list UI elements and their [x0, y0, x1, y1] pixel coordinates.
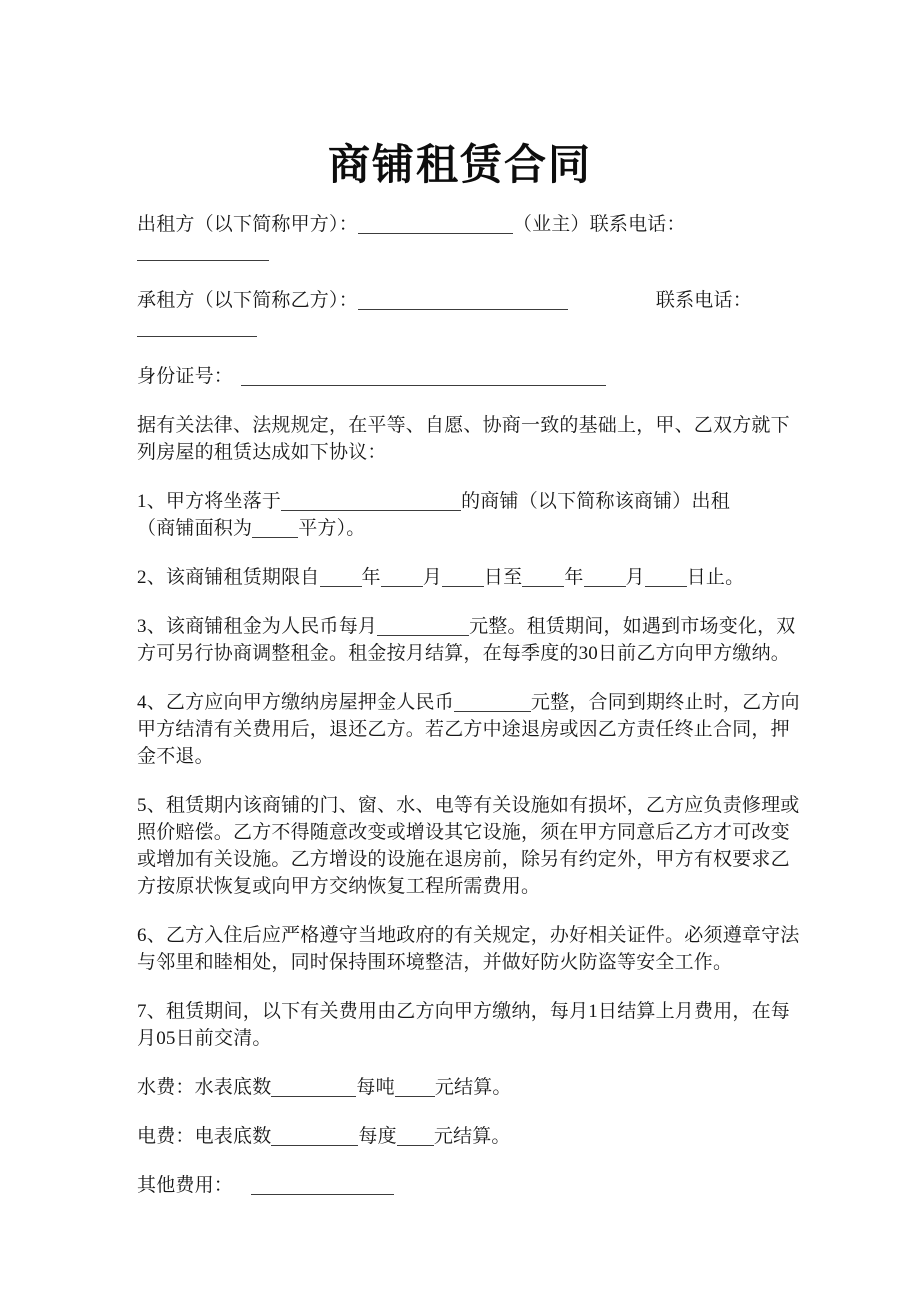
text-run: 据有关法律、法规规定，在平等、自愿、协商一致的基础上，甲、乙双方就下	[137, 415, 790, 436]
blank-shop-area[interactable]	[252, 532, 298, 538]
text-run: 其他费用：	[137, 1175, 234, 1196]
text-run: 或增加有关设施。乙方增设的设施在退房前，除另有约定外，甲方有权要求乙	[137, 849, 790, 870]
doc-line	[137, 949, 799, 976]
text-run: 平方）。	[298, 518, 366, 539]
blank-shop-address[interactable]	[281, 505, 461, 511]
text-run: 水费：水表底数	[137, 1077, 272, 1098]
doc-line	[137, 412, 799, 439]
text-run: 年	[564, 567, 584, 588]
doc-line	[137, 1172, 799, 1199]
text-run: 每度	[358, 1126, 397, 1147]
para-water-fee	[137, 1074, 799, 1101]
text-run: 联系电话：	[655, 290, 752, 311]
text-run: 元结算。	[433, 1126, 511, 1147]
doc-line	[137, 613, 799, 640]
doc-line	[137, 238, 799, 265]
para-clause-7	[137, 998, 799, 1052]
text-run: 元整。租赁期间，如遇到市场变化，双	[469, 616, 796, 637]
blank-electric-unit-price[interactable]	[397, 1140, 434, 1146]
text-run: 电费：电表底数	[137, 1126, 272, 1147]
para-clause-3	[137, 613, 799, 667]
doc-line	[137, 922, 799, 949]
doc-line	[137, 792, 799, 819]
text-run: 3、该商铺租金为人民币每月	[137, 616, 378, 637]
text-run: 元结算。	[434, 1077, 512, 1098]
blank-end-month[interactable]	[584, 581, 626, 587]
text-run: 与邻里和睦相处，同时保持围环境整洁，并做好防火防盗等安全工作。	[137, 952, 733, 973]
para-clause-4	[137, 689, 799, 770]
text-run: 5、租赁期内该商铺的门、窗、水、电等有关设施如有损坏，乙方应负责修理或	[137, 795, 800, 816]
doc-line	[137, 743, 799, 770]
blank-electric-meter-base[interactable]	[271, 1140, 358, 1146]
text-run: 身份证号：	[137, 366, 234, 387]
doc-line	[137, 564, 799, 591]
spacer	[568, 305, 656, 306]
para-landlord-info	[137, 211, 799, 265]
doc-line	[137, 998, 799, 1025]
doc-line	[137, 314, 799, 341]
text-run: （商铺面积为	[137, 518, 253, 539]
blank-other-fees[interactable]	[251, 1189, 394, 1195]
spacer	[233, 1190, 251, 1191]
text-run: 月	[422, 567, 442, 588]
doc-line	[137, 640, 799, 667]
text-run: 方可另行协商调整租金。租金按月结算，在每季度的30日前乙方向甲方缴纳。	[137, 643, 791, 664]
blank-tenant-phone[interactable]	[137, 331, 257, 337]
doc-line	[137, 287, 799, 314]
blank-start-year[interactable]	[320, 581, 362, 587]
doc-line	[137, 488, 799, 515]
blank-id-number[interactable]	[241, 380, 606, 386]
text-run: 日至	[483, 567, 523, 588]
text-run: 照价赔偿。乙方不得随意改变或增设其它设施，须在甲方同意后乙方才可改变	[137, 822, 790, 843]
text-run: 2、该商铺租赁期限自	[137, 567, 320, 588]
document-title: 商铺租赁合同	[327, 143, 592, 189]
para-tenant-info	[137, 287, 799, 341]
text-run: 的商铺（以下简称该商铺）出租	[461, 491, 730, 512]
blank-water-unit-price[interactable]	[395, 1091, 435, 1097]
para-id-number	[137, 363, 799, 390]
para-electric-fee	[137, 1123, 799, 1150]
spacer	[233, 381, 241, 382]
blank-start-day[interactable]	[442, 581, 484, 587]
blank-landlord-name[interactable]	[358, 228, 513, 234]
blank-end-day[interactable]	[645, 581, 687, 587]
text-run: 承租方（以下简称乙方）：	[137, 290, 358, 311]
text-run: （业主）联系电话：	[512, 214, 686, 235]
text-run: 金不退。	[137, 746, 214, 767]
blank-monthly-rent[interactable]	[377, 630, 469, 636]
blank-deposit-amount[interactable]	[454, 706, 531, 712]
text-run: 方按原状恢复或向甲方交纳恢复工程所需费用。	[137, 876, 541, 897]
para-preamble	[137, 412, 799, 466]
text-run: 4、乙方应向甲方缴纳房屋押金人民币	[137, 692, 454, 713]
blank-landlord-phone[interactable]	[137, 255, 269, 261]
doc-line	[137, 689, 799, 716]
doc-line	[137, 439, 799, 466]
doc-line	[137, 1074, 799, 1101]
doc-line	[137, 873, 799, 900]
doc-line	[137, 846, 799, 873]
text-run: 1、甲方将坐落于	[137, 491, 282, 512]
doc-line	[137, 363, 799, 390]
blank-start-month[interactable]	[381, 581, 423, 587]
para-clause-5	[137, 792, 799, 900]
para-clause-1	[137, 488, 799, 542]
doc-line	[137, 716, 799, 743]
doc-line	[137, 819, 799, 846]
doc-line	[137, 1025, 799, 1052]
doc-line	[137, 211, 799, 238]
blank-water-meter-base[interactable]	[271, 1091, 356, 1097]
blank-tenant-name[interactable]	[358, 304, 568, 310]
text-run: 出租方（以下简称甲方）：	[137, 214, 358, 235]
para-clause-2	[137, 564, 799, 591]
para-other-fees	[137, 1172, 799, 1199]
contract-body	[137, 211, 799, 1221]
text-run: 6、乙方入住后应严格遵守当地政府的有关规定，办好相关证件。必须遵章守法	[137, 925, 800, 946]
text-run: 7、租赁期间，以下有关费用由乙方向甲方缴纳，每月1日结算上月费用，在每	[137, 1001, 791, 1022]
text-run: 月	[625, 567, 645, 588]
text-run: 每吨	[356, 1077, 395, 1098]
text-run: 月05日前交清。	[137, 1028, 272, 1049]
blank-end-year[interactable]	[522, 581, 564, 587]
text-run: 甲方结清有关费用后，退还乙方。若乙方中途退房或因乙方责任终止合同，押	[137, 719, 790, 740]
text-run: 日止。	[686, 567, 745, 588]
text-run: 年	[361, 567, 381, 588]
para-clause-6	[137, 922, 799, 976]
doc-line	[137, 1123, 799, 1150]
doc-line	[137, 515, 799, 542]
text-run: 列房屋的租赁达成如下协议：	[137, 442, 387, 463]
text-run: 元整，合同到期终止时，乙方向	[530, 692, 800, 713]
